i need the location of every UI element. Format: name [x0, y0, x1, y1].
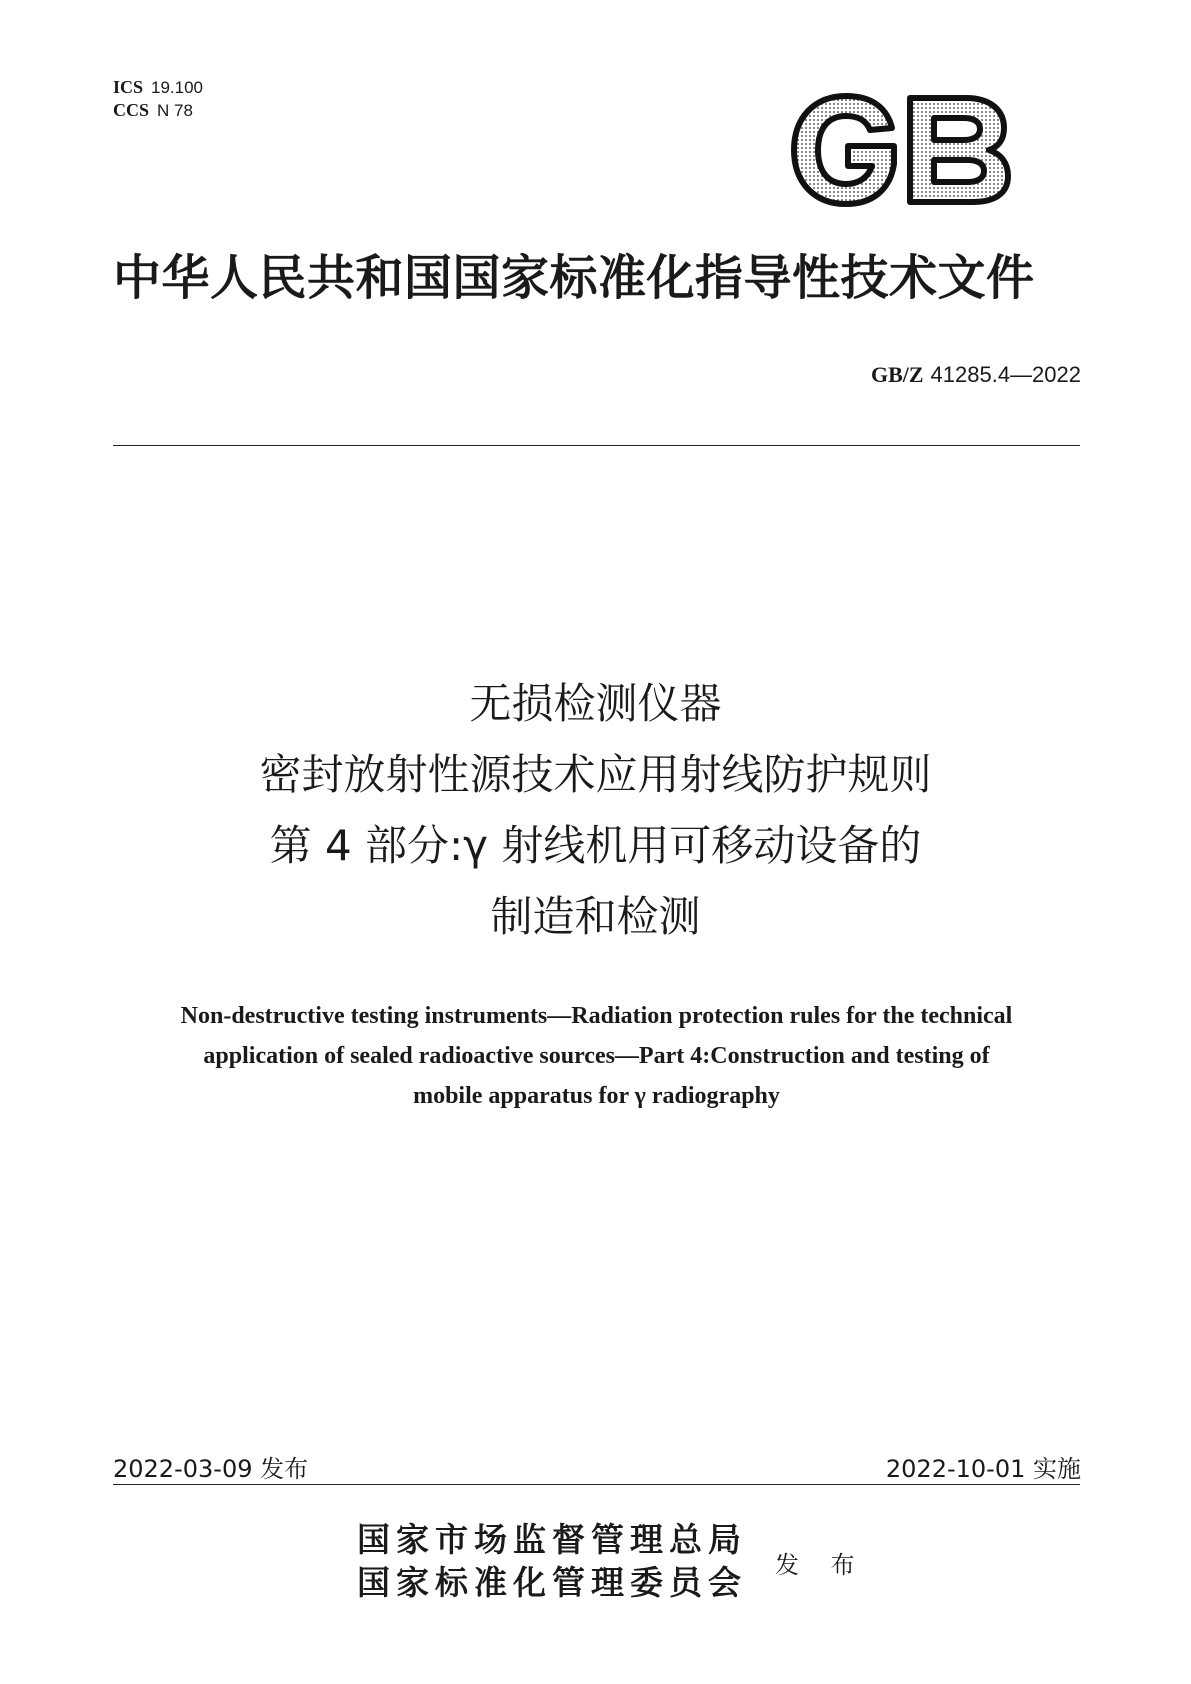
release-date: 2022-03-09 发布	[113, 1455, 309, 1483]
bottom-divider	[113, 1484, 1080, 1485]
english-title-line: mobile apparatus for γ radiography	[413, 1083, 780, 1109]
classification-codes	[113, 76, 203, 122]
english-title	[113, 996, 1080, 1116]
issuing-country-title: 中华人民共和国国家标准化指导性技术文件	[113, 250, 1035, 306]
english-title-line: application of sealed radioactive sources—Part 4:Construction and testing of	[203, 1043, 990, 1069]
ccs-code	[113, 99, 203, 122]
ics-code	[113, 76, 203, 99]
standard-code: 41285.4—2022	[930, 362, 1081, 387]
ics-value: 19.100	[151, 78, 204, 97]
chinese-title-line: 制造和检测	[490, 892, 701, 941]
top-divider	[113, 445, 1080, 446]
chinese-title	[0, 668, 1191, 952]
ccs-label: CCS	[113, 100, 150, 120]
gb-logo-icon	[784, 90, 1014, 210]
issuer-name: 国家市场监督管理总局	[357, 1520, 747, 1559]
chinese-title-line: 第 4 部分:γ 射线机用可移动设备的	[269, 821, 922, 870]
issuer-name: 国家标准化管理委员会	[357, 1563, 747, 1602]
implementation-date: 2022-10-01 实施	[885, 1455, 1081, 1483]
chinese-title-line: 密封放射性源技术应用射线防护规则	[259, 750, 932, 799]
ccs-value: N 78	[157, 101, 193, 120]
english-title-line: Non-destructive testing instruments—Radiation protection rules for the technical	[180, 1003, 1013, 1029]
issue-label: 发 布	[775, 1551, 867, 1579]
issuing-authorities	[357, 1518, 747, 1604]
standard-number	[871, 362, 1081, 388]
chinese-title-line: 无损检测仪器	[469, 679, 722, 728]
standard-prefix: GB/Z	[870, 362, 924, 387]
ics-label: ICS	[113, 77, 144, 97]
